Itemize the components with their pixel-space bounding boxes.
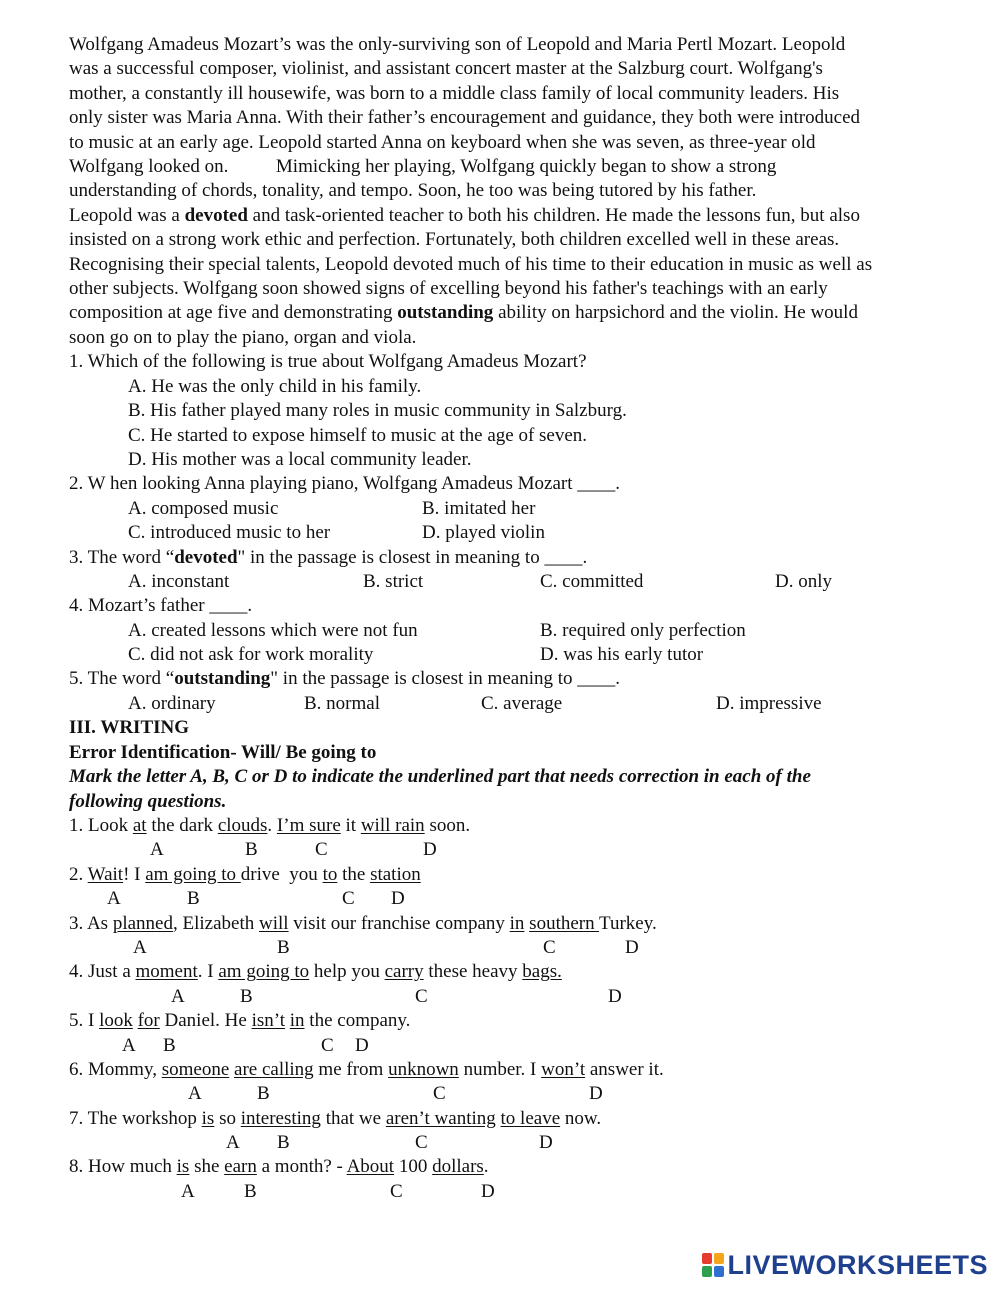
letter-b[interactable]: B [187, 888, 200, 910]
section-heading: III. WRITING [69, 717, 190, 739]
letter-b[interactable]: B [240, 985, 253, 1007]
letter-c[interactable]: C [390, 1180, 403, 1202]
option-d[interactable]: D. played violin [422, 522, 545, 544]
error-question-1: 1. Look at the dark clouds. I’m sure it will rain soon. [69, 814, 471, 836]
logo-square [714, 1266, 724, 1277]
option-c[interactable]: C. average [481, 692, 563, 714]
letter-c[interactable]: C [342, 888, 355, 910]
letter-a[interactable]: A [226, 1132, 240, 1154]
passage-line: only sister was Maria Anna. With their father’s encouragement and guidance, they both were introduced [69, 107, 861, 129]
option-b[interactable]: B. required only perfection [540, 619, 746, 641]
letter-d[interactable]: D [355, 1034, 369, 1056]
letter-a[interactable]: A [107, 888, 121, 910]
logo-square [702, 1266, 712, 1277]
logo-text: LIVEWORKSHEETS [727, 1249, 988, 1280]
question-stem: 4. Mozart’s father ____. [69, 595, 253, 617]
error-question-8: 8. How much is she earn a month? - About 100 dollars. [69, 1156, 489, 1178]
option-a[interactable]: A. composed music [128, 497, 279, 519]
letter-b[interactable]: B [244, 1180, 257, 1202]
passage-line: soon go on to play the piano, organ and viola. [69, 326, 417, 348]
passage-line: was a successful composer, violinist, and assistant concert master at the Salzburg court. Wolfgang's [69, 58, 823, 80]
letter-b[interactable]: B [245, 839, 258, 861]
subsection-heading: Error Identification- Will/ Be going to [69, 741, 377, 763]
option-a[interactable]: A. created lessons which were not fun [128, 619, 418, 641]
passage-line: Leopold was a devoted and task-oriented teacher to both his children. He made the lessons fun, but also [69, 204, 860, 226]
option-d[interactable]: D. only [775, 570, 832, 592]
answer-letters [69, 1082, 969, 1106]
letter-a[interactable]: A [133, 936, 147, 958]
option-d[interactable]: D. was his early tutor [540, 644, 704, 666]
error-question-7: 7. The workshop is so interesting that we aren’t wanting to leave now. [69, 1107, 602, 1129]
passage-line: Wolfgang looked on. Mimicking her playing, Wolfgang quickly began to show a strong [69, 156, 777, 178]
answer-letters [69, 1131, 969, 1155]
letter-d[interactable]: D [608, 985, 622, 1007]
answer-letters [69, 985, 969, 1009]
passage-line: insisted on a strong work ethic and perfection. Fortunately, both children excelled well in these areas. [69, 229, 840, 251]
letter-c[interactable]: C [321, 1034, 334, 1056]
letter-d[interactable]: D [589, 1083, 603, 1105]
keyword-devoted: devoted [184, 204, 248, 226]
answer-letters [69, 936, 969, 960]
answer-letters [69, 887, 969, 911]
instructions: following questions. [69, 790, 227, 812]
question-4 [69, 594, 969, 667]
answer-letters [69, 1034, 969, 1058]
passage-line: other subjects. Wolfgang soon showed signs of excelling beyond his father's teachings with an early [69, 278, 828, 300]
question-stem: 1. Which of the following is true about Wolfgang Amadeus Mozart? [69, 351, 587, 373]
letter-c[interactable]: C [543, 936, 556, 958]
letter-d[interactable]: D [391, 888, 405, 910]
letter-a[interactable]: A [188, 1083, 202, 1105]
letter-b[interactable]: B [277, 1132, 290, 1154]
option-b[interactable]: B. strict [363, 570, 424, 592]
error-question-5: 5. I look for Daniel. He isn’t in the company. [69, 1010, 411, 1032]
question-1 [69, 350, 969, 472]
logo-square [702, 1253, 712, 1264]
letter-a[interactable]: A [150, 839, 164, 861]
letter-b[interactable]: B [257, 1083, 270, 1105]
reading-passage [69, 33, 969, 350]
keyword-outstanding: outstanding [397, 302, 494, 324]
letter-d[interactable]: D [423, 839, 437, 861]
question-stem: 5. The word “outstanding" in the passage is closest in meaning to ____. [69, 668, 620, 690]
letter-b[interactable]: B [277, 936, 290, 958]
letter-d[interactable]: D [539, 1132, 553, 1154]
instructions: Mark the letter A, B, C or D to indicate the underlined part that needs correction in each of the [69, 766, 811, 788]
question-stem: 2. W hen looking Anna playing piano, Wolfgang Amadeus Mozart ____. [69, 473, 620, 495]
letter-a[interactable]: A [181, 1180, 195, 1202]
error-question-6: 6. Mommy, someone are calling me from unknown number. I won’t answer it. [69, 1058, 664, 1080]
letter-c[interactable]: C [315, 839, 328, 861]
error-question-4: 4. Just a moment. I am going to help you carry these heavy bags. [69, 961, 562, 983]
option-a[interactable]: A. ordinary [128, 692, 216, 714]
option-b[interactable]: B. imitated her [422, 497, 536, 519]
option-b[interactable]: B. His father played many roles in music community in Salzburg. [128, 400, 627, 422]
option-c[interactable]: C. He started to expose himself to music at the age of seven. [128, 424, 588, 446]
question-stem: 3. The word “devoted" in the passage is closest in meaning to ____. [69, 546, 588, 568]
answer-letters [69, 1180, 969, 1204]
worksheet [69, 33, 969, 1204]
letter-c[interactable]: C [415, 1132, 428, 1154]
option-d[interactable]: D. His mother was a local community leader. [128, 448, 472, 470]
question-3 [69, 546, 969, 595]
passage-line: mother, a constantly ill housewife, was born to a middle class family of local community leaders. His [69, 82, 840, 104]
answer-letters [69, 838, 969, 862]
question-2 [69, 472, 969, 545]
option-c[interactable]: C. introduced music to her [128, 522, 331, 544]
passage-line: Wolfgang Amadeus Mozart’s was the only-surviving son of Leopold and Maria Pertl Mozart. Leopold [69, 34, 846, 55]
letter-c[interactable]: C [433, 1083, 446, 1105]
passage-line: Recognising their special talents, Leopold devoted much of his time to their education in music as well as [69, 253, 873, 275]
letter-d[interactable]: D [625, 936, 639, 958]
logo-grid-icon [702, 1253, 724, 1277]
option-c[interactable]: C. did not ask for work morality [128, 644, 374, 666]
option-b[interactable]: B. normal [304, 692, 380, 714]
passage-line: to music at an early age. Leopold started Anna on keyboard when she was seven, as three-year old [69, 131, 816, 153]
option-d[interactable]: D. impressive [716, 692, 822, 714]
letter-b[interactable]: B [163, 1034, 176, 1056]
passage-line: composition at age five and demonstrating outstanding ability on harpsichord and the violin. He would [69, 302, 858, 324]
passage-line: understanding of chords, tonality, and tempo. Soon, he too was being tutored by his father. [69, 180, 757, 202]
question-5 [69, 667, 969, 716]
error-question-2: 2. Wait! I am going to drive you to the station [69, 863, 421, 885]
option-a[interactable]: A. He was the only child in his family. [128, 375, 422, 397]
letter-c[interactable]: C [415, 985, 428, 1007]
option-a[interactable]: A. inconstant [128, 570, 230, 592]
letter-a[interactable]: A [171, 985, 185, 1007]
option-c[interactable]: C. committed [540, 570, 644, 592]
letter-a[interactable]: A [122, 1034, 136, 1056]
letter-d[interactable]: D [481, 1180, 495, 1202]
logo-square [714, 1253, 724, 1264]
error-question-3: 3. As planned, Elizabeth will visit our franchise company in southern Turkey. [69, 912, 657, 934]
liveworksheets-logo [702, 1250, 988, 1280]
